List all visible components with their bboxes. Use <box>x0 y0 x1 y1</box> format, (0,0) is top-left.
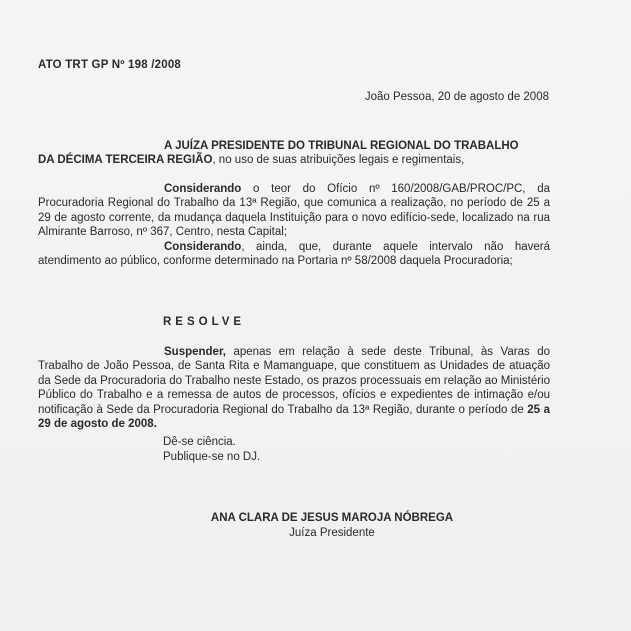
intro-authority-line-2: DA DÉCIMA TERCEIRA REGIÃO <box>38 154 213 167</box>
intro-rest: , no uso de suas atribuições legais e regimentais, <box>212 154 465 167</box>
place-and-date: João Pessoa, 20 de agosto de 2008 <box>364 91 549 103</box>
considering-keyword-1: Considerando <box>164 183 242 195</box>
considering-text-2: , ainda, que, durante aquele intervalo não haverá atendimento ao público, conforme determinado na Portaria nº 58/2008 daquela Procuradoria; <box>38 241 550 268</box>
resolution-keyword: Suspender, <box>164 346 226 358</box>
resolution-text: apenas em relação à sede deste Tribunal, às Varas do Trabalho de João Pessoa, de Santa Rita e Mamanguape, que constituem as Unidades de atuação da Sede da Procuradoria do Trabalho neste Estado, os prazos processuais em relação ao Ministério Público do Trabalho e a remessa de autos de processos, ofícios e expedientes de intimação e/ou notificação à Sede da Procuradoria Regional do Trabalho da 13ª Região, durante o período de <box>38 346 550 416</box>
considering-keyword-2: Considerando <box>164 241 242 253</box>
document-number: ATO TRT GP Nº 198 /2008 <box>38 59 182 71</box>
resolution-period: 25 a 29 de agosto de 2008. <box>38 403 550 431</box>
closing-line-notice: Dê-se ciência. <box>163 436 236 448</box>
intro-authority-line-1: A JUÍZA PRESIDENTE DO TRIBUNAL REGIONAL DO TRABALHO <box>164 140 519 152</box>
resolve-heading: RESOLVE <box>163 316 246 328</box>
considering-paragraph-2 <box>38 240 550 269</box>
closing-line-publish: Publique-se no DJ. <box>163 451 261 463</box>
signatory-title: Juíza Presidente <box>289 527 375 539</box>
signatory-name: ANA CLARA DE JESUS MAROJA NÓBREGA <box>210 512 454 524</box>
considering-text-1: o teor do Ofício nº 160/2008/GAB/PROC/PC, da Procuradoria Regional do Trabalho da 13ª Região, que comunica a realização, no período de 25 a 29 de agosto corrente, da mudança daquela Instituição para o novo edifício-sede, localizado na rua Almirante Barroso, nº 367, Centro, nesta Capital; <box>38 183 550 239</box>
considering-paragraph-1 <box>38 182 550 240</box>
resolution-paragraph <box>38 345 550 431</box>
intro-paragraph <box>38 139 550 168</box>
